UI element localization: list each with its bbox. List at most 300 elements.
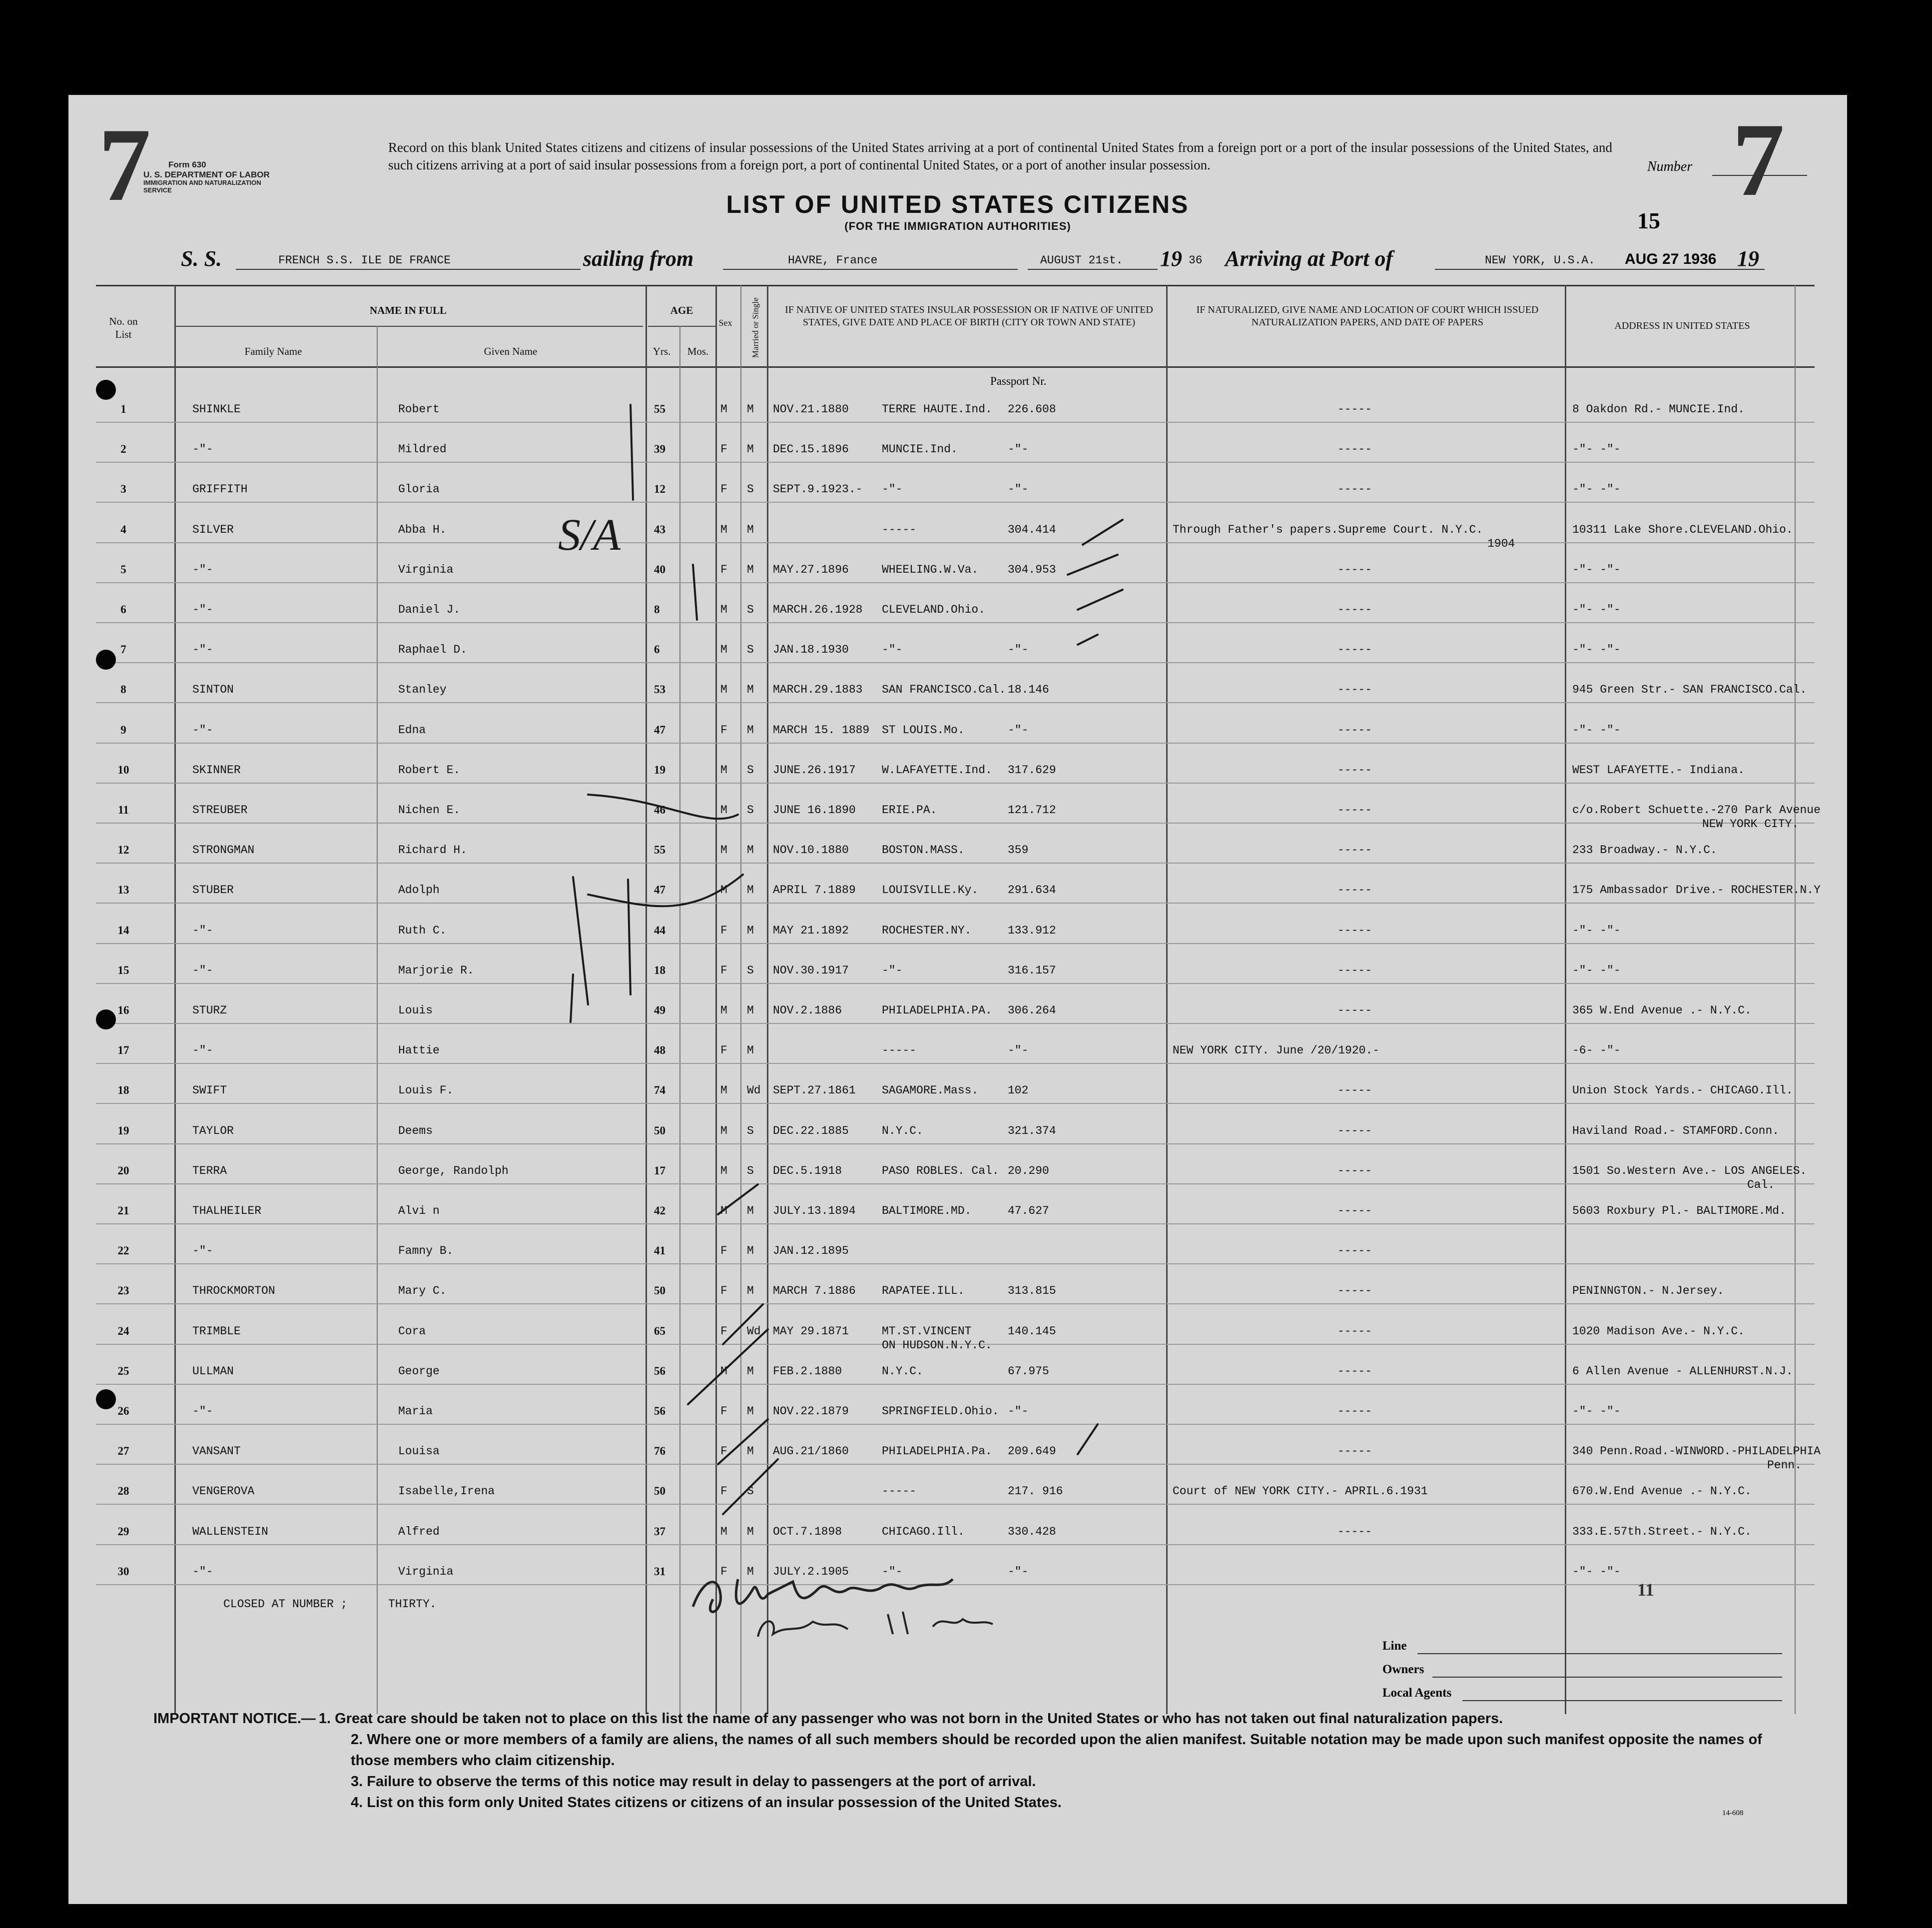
naturalization: ----- [1337, 884, 1372, 897]
sex: M [720, 603, 727, 616]
address-line-2: NEW YORK CITY. [1702, 818, 1799, 831]
address-line-1: 1020 Madison Ave.- N.Y.C. [1572, 1324, 1745, 1338]
family-name: -"- [192, 603, 213, 616]
marital-status: M [747, 884, 754, 897]
birth-date: FEB.2.1880 [773, 1364, 842, 1378]
form-number: Form 630 [168, 160, 206, 169]
family-name: STURZ [192, 1004, 227, 1017]
marital-status: M [747, 723, 754, 737]
family-name: THALHEILER [192, 1204, 262, 1217]
birth-place: CHICAGO.Ill. [882, 1525, 965, 1538]
naturalization: ----- [1337, 1244, 1372, 1258]
given-name: George [398, 1364, 440, 1378]
sex: M [720, 403, 727, 416]
sex: M [720, 763, 727, 777]
age-years: 6 [654, 643, 660, 656]
ss-label: S. S. [181, 246, 222, 271]
birth-date: MARCH.26.1928 [773, 603, 863, 616]
row-number: 4 [120, 523, 126, 536]
address-line-1: 333.E.57th.Street.- N.Y.C. [1572, 1525, 1752, 1538]
birth-place: ROCHESTER.NY. [882, 924, 972, 937]
line-label: Line [1382, 1639, 1407, 1653]
naturalization: ----- [1337, 1004, 1372, 1017]
address-line-1: Haviland Road.- STAMFORD.Conn. [1572, 1124, 1780, 1137]
age-years: 44 [654, 924, 665, 937]
given-name: Famny B. [398, 1244, 454, 1258]
naturalization: Through Father's papers.Supreme Court. N.Y.C. [1173, 523, 1483, 536]
age-years: 39 [654, 443, 665, 456]
page-subtitle: (FOR THE IMMIGRATION AUTHORITIES) [844, 220, 1071, 232]
naturalization-year: 1904 [1487, 537, 1515, 550]
family-name: SKINNER [192, 763, 241, 777]
sex: F [720, 924, 727, 937]
birth-place: ERIE.PA. [882, 804, 937, 817]
address-line-1: -"- -"- [1572, 924, 1621, 937]
address-line-1: 6 Allen Avenue - ALLENHURST.N.J. [1572, 1364, 1793, 1378]
birth-date: MARCH 15. 1889 [773, 723, 870, 737]
passport-number: 313.815 [1008, 1284, 1056, 1298]
row-number: 6 [120, 603, 126, 616]
row-number: 13 [117, 884, 129, 897]
row-number: 15 [117, 964, 129, 976]
year-prefix: 19 [1160, 246, 1182, 271]
row-number: 28 [117, 1485, 129, 1498]
notice-item-1: 1. Great care should be taken not to place on this list the name of any passenger who was not born in the United States or who has not taken out final naturalization papers. [318, 1711, 1503, 1727]
marital-status: M [747, 523, 754, 536]
birth-date: MARCH.29.1883 [773, 683, 863, 697]
birth-date: DEC.5.1918 [773, 1164, 842, 1177]
family-name: -"- [192, 1244, 213, 1258]
row-number: 24 [117, 1324, 129, 1337]
given-name: Raphael D. [398, 643, 468, 657]
naturalization: ----- [1337, 563, 1372, 576]
age-years: 43 [654, 523, 665, 536]
row-number: 23 [117, 1284, 129, 1297]
address-line-1: -"- -"- [1572, 483, 1621, 496]
sex: M [720, 1124, 727, 1137]
age-years: 55 [654, 403, 665, 415]
row-number: 7 [120, 643, 126, 656]
sex: F [720, 1044, 727, 1057]
given-name: Nichen E. [398, 804, 461, 817]
given-name: Hattie [398, 1044, 440, 1057]
marital-status: S [747, 483, 754, 496]
birth-place: BALTIMORE.MD. [882, 1204, 972, 1217]
marital-status: S [747, 1485, 754, 1498]
address-line-1: -"- -"- [1572, 723, 1621, 737]
row-number: 14 [117, 924, 129, 937]
passport-number: -"- [1008, 643, 1029, 657]
family-name: THROCKMORTON [192, 1284, 275, 1298]
naturalization: Court of NEW YORK CITY.- APRIL.6.1931 [1173, 1485, 1428, 1498]
given-name: Mary C. [398, 1284, 447, 1298]
given-name: Louisa [398, 1445, 440, 1458]
sex: M [720, 844, 727, 857]
passport-number: 18.146 [1008, 683, 1049, 697]
given-name: Gloria [398, 483, 440, 496]
family-name: WALLENSTEIN [192, 1525, 268, 1538]
given-name: Virginia [398, 563, 454, 576]
sex: F [720, 563, 727, 576]
naturalization: ----- [1337, 1364, 1372, 1378]
address-line-1: -"- -"- [1572, 643, 1621, 657]
naturalization: ----- [1337, 1445, 1372, 1458]
family-name: TAYLOR [192, 1124, 234, 1137]
address-line-1: 10311 Lake Shore.CLEVELAND.Ohio. [1572, 523, 1793, 536]
birth-place: LOUISVILLE.Ky. [882, 884, 979, 897]
sex: F [720, 1324, 727, 1338]
birth-place: ----- [882, 523, 917, 536]
row-number: 17 [117, 1044, 129, 1057]
age-years: 12 [654, 483, 665, 496]
birth-date: APRIL 7.1889 [773, 884, 856, 897]
header-birth: IF NATIVE OF UNITED STATES INSULAR POSSESSION OR IF NATIVE OF UNITED STATES, GIVE DATE AND PLACE OF BIRTH (CITY OR TOWN AND STATE) [785, 304, 1153, 328]
birth-date: NOV.10.1880 [773, 844, 849, 857]
marital-status: M [747, 1284, 754, 1298]
address-line-1: 670.W.End Avenue .- N.Y.C. [1572, 1485, 1752, 1498]
passport-number: -"- [1008, 483, 1029, 496]
naturalization: ----- [1337, 1204, 1372, 1217]
marital-status: M [747, 924, 754, 937]
birth-place: BOSTON.MASS. [882, 844, 965, 857]
sex: F [720, 723, 727, 737]
sex: M [720, 1084, 727, 1097]
naturalization: ----- [1337, 643, 1372, 657]
naturalization: ----- [1337, 403, 1372, 416]
birth-place: W.LAFAYETTE.Ind. [882, 763, 992, 777]
birth-date: JAN.12.1895 [773, 1244, 849, 1258]
birth-place: ----- [882, 1485, 917, 1498]
sailing-label: sailing from [583, 246, 694, 271]
naturalization: ----- [1337, 1324, 1372, 1338]
age-years: 47 [654, 884, 665, 897]
page-title: LIST OF UNITED STATES CITIZENS [726, 190, 1190, 218]
birth-date: OCT.7.1898 [773, 1525, 842, 1538]
address-line-1: c/o.Robert Schuette.-270 Park Avenue [1572, 804, 1821, 817]
birth-place: ----- [882, 1044, 917, 1057]
age-years: 56 [654, 1364, 665, 1377]
sailing-date: AUGUST 21st. [1040, 254, 1123, 267]
birth-place: PASO ROBLES. Cal. [882, 1164, 999, 1177]
age-years: 55 [654, 844, 665, 857]
age-years: 50 [654, 1284, 665, 1297]
passport-number: 330.428 [1008, 1525, 1056, 1538]
birth-place: -"- [882, 1565, 903, 1578]
given-name: Adolph [398, 884, 440, 897]
header-married: Married or Single [750, 297, 760, 358]
sex: M [720, 523, 727, 536]
sex: M [720, 1004, 727, 1017]
sex: M [720, 683, 727, 697]
birth-place: TERRE HAUTE.Ind. [882, 403, 992, 416]
family-name: -"- [192, 924, 213, 937]
marital-status: S [747, 1164, 754, 1177]
given-name: Daniel J. [398, 603, 461, 616]
row-number: 8 [120, 683, 126, 696]
age-years: 76 [654, 1445, 665, 1458]
address-line-1: -"- -"- [1572, 603, 1621, 616]
intro-text: Record on this blank United States citizens and citizens of insular possessions of the United States arriving at a port of continental United States from a foreign port or a port of the insular possessions of the United States, and such citizens arriving at a port of said insular possessions from a foreign port, a port of continental United States, or a port of another insular possession. [388, 140, 1612, 173]
punch-hole-2 [96, 650, 116, 670]
birth-place: -"- [882, 643, 903, 657]
age-years: 56 [654, 1405, 665, 1417]
birth-date: NOV.2.1886 [773, 1004, 842, 1017]
address-line-1: -"- -"- [1572, 1405, 1621, 1418]
family-name: -"- [192, 964, 213, 977]
naturalization: ----- [1337, 1284, 1372, 1298]
sex: F [720, 1445, 727, 1458]
row-number: 5 [120, 563, 126, 576]
naturalization: ----- [1337, 924, 1372, 937]
given-name: Virginia [398, 1565, 454, 1578]
naturalization: ----- [1337, 1124, 1372, 1137]
sex: F [720, 483, 727, 496]
family-name: VANSANT [192, 1445, 241, 1458]
passport-number: 291.634 [1008, 884, 1056, 897]
naturalization: ----- [1337, 964, 1372, 977]
address-line-1: 175 Ambassador Drive.- ROCHESTER.N.Y [1572, 884, 1821, 897]
sex: F [720, 1565, 727, 1578]
family-name: -"- [192, 443, 213, 456]
birth-place: RAPATEE.ILL. [882, 1284, 965, 1298]
header-name-in-full: NAME IN FULL [369, 304, 447, 316]
family-name: TRIMBLE [192, 1324, 241, 1338]
birth-date: MAY 29.1871 [773, 1324, 849, 1338]
birth-date: MAY.27.1896 [773, 563, 849, 576]
age-years: 46 [654, 804, 665, 816]
marital-status: M [747, 1364, 754, 1378]
marital-status: M [747, 1565, 754, 1578]
row-number: 2 [120, 443, 126, 456]
punch-hole-4 [96, 1389, 116, 1409]
closed-at-label: CLOSED AT NUMBER ; [223, 1598, 348, 1611]
address-line-1: -"- -"- [1572, 964, 1621, 977]
naturalization: ----- [1337, 1084, 1372, 1097]
naturalization: ----- [1337, 844, 1372, 857]
marital-status: M [747, 683, 754, 697]
row-number: 11 [118, 804, 129, 816]
printer-code: 14-608 [1722, 1809, 1744, 1817]
naturalization: ----- [1337, 603, 1372, 616]
given-name: Robert [398, 403, 440, 416]
family-name: -"- [192, 1565, 213, 1578]
passport-number: 20.290 [1008, 1164, 1049, 1177]
notice-item-2: 2. Where one or more members of a family are aliens, the names of all such members should be recorded upon the alien manifest. Suitable notation may be made upon such manifest opposite the names of those members who claim citizenship. [351, 1732, 1762, 1769]
naturalization: ----- [1337, 1405, 1372, 1418]
header-no: No. on List [109, 315, 138, 341]
age-years: 31 [654, 1565, 665, 1578]
birth-date: DEC.15.1896 [773, 443, 849, 456]
family-name: STRONGMAN [192, 844, 255, 857]
age-years: 53 [654, 683, 665, 696]
address-line-1: 945 Green Str.- SAN FRANCISCO.Cal. [1572, 683, 1807, 697]
given-name: Alvi n [398, 1204, 440, 1217]
row-number: 18 [117, 1084, 129, 1097]
age-years: 50 [654, 1124, 665, 1137]
marital-status: M [747, 443, 754, 456]
address-line-1: 1501 So.Western Ave.- LOS ANGELES. [1572, 1164, 1807, 1177]
given-name: Ruth C. [398, 924, 447, 937]
header-naturalized: IF NATURALIZED, GIVE NAME AND LOCATION OF COURT WHICH ISSUED NATURALIZATION PAPERS, AND DATE OF PAPERS [1196, 304, 1539, 328]
number-label: Number [1647, 159, 1693, 174]
row-number: 19 [117, 1124, 129, 1137]
list-number-left: 7 [98, 107, 151, 223]
closed-at-value: THIRTY. [388, 1598, 437, 1611]
row-number: 9 [120, 723, 126, 736]
marital-status: M [747, 1244, 754, 1258]
family-name: SINTON [192, 683, 234, 697]
family-name: VENGEROVA [192, 1485, 255, 1498]
sex: M [720, 884, 727, 897]
header-address: ADDRESS IN UNITED STATES [1614, 320, 1750, 331]
row-number: 25 [117, 1364, 129, 1377]
age-years: 17 [654, 1164, 665, 1177]
family-name: -"- [192, 643, 213, 657]
given-name: Abba H. [398, 523, 447, 536]
given-name: Louis F. [398, 1084, 454, 1097]
address-line-1: -"- -"- [1572, 443, 1621, 456]
header-given-name: Given Name [484, 345, 538, 357]
sex: F [720, 1405, 727, 1418]
given-name: Edna [398, 723, 426, 737]
passport-number: 317.629 [1008, 763, 1056, 777]
family-name: STREUBER [192, 804, 248, 817]
passport-label: Passport Nr. [990, 375, 1047, 387]
age-years: 42 [654, 1204, 665, 1217]
given-name: Richard H. [398, 844, 468, 857]
age-years: 65 [654, 1324, 665, 1337]
given-name: George, Randolph [398, 1164, 509, 1177]
naturalization: ----- [1337, 763, 1372, 777]
list-number-right: 7 [1732, 102, 1785, 218]
marital-status: S [747, 643, 754, 657]
given-name: Stanley [398, 683, 447, 697]
family-name: SHINKLE [192, 403, 241, 416]
marital-status: Wd [747, 1324, 761, 1338]
sex: F [720, 1244, 727, 1258]
row-number: 1 [120, 403, 126, 415]
given-name: Isabelle,Irena [398, 1485, 495, 1498]
given-name: Mildred [398, 443, 447, 456]
naturalization: ----- [1337, 443, 1372, 456]
year-prefix-2: 19 [1737, 246, 1759, 271]
address-line-1: 8 Oakdon Rd.- MUNCIE.Ind. [1572, 403, 1745, 416]
family-name: GRIFFITH [192, 483, 248, 496]
marital-status: S [747, 1124, 754, 1137]
marital-status: Wd [747, 1084, 761, 1097]
row-number: 3 [120, 483, 126, 496]
age-years: 47 [654, 723, 665, 736]
punch-hole-3 [96, 1009, 116, 1029]
passport-number: 121.712 [1008, 804, 1056, 817]
passport-number: 304.953 [1008, 563, 1056, 576]
address-line-1: -6- -"- [1572, 1044, 1621, 1057]
row-number: 21 [117, 1204, 129, 1217]
handwritten-note-sa: S/A [558, 510, 621, 560]
row-number: 16 [117, 1004, 129, 1016]
address-line-2: Penn. [1767, 1459, 1802, 1472]
marital-status: M [747, 844, 754, 857]
birth-date: NOV.22.1879 [773, 1405, 849, 1418]
passport-number: 47.627 [1008, 1204, 1049, 1217]
given-name: Alfred [398, 1525, 440, 1538]
marital-status: M [747, 1445, 754, 1458]
row-number: 27 [117, 1445, 129, 1458]
naturalization: NEW YORK CITY. June /20/1920.- [1173, 1044, 1380, 1057]
address-line-1: PENINNGTON.- N.Jersey. [1572, 1284, 1724, 1298]
arriving-label: Arriving at Port of [1225, 246, 1393, 271]
header-age: AGE [670, 304, 693, 316]
age-years: 41 [654, 1244, 665, 1257]
marital-status: M [747, 563, 754, 576]
address-line-1: 5603 Roxbury Pl.- BALTIMORE.Md. [1572, 1204, 1786, 1217]
agents-label: Local Agents [1382, 1686, 1452, 1700]
birth-place: -"- [882, 964, 903, 977]
sex: F [720, 1485, 727, 1498]
birth-place: ST LOUIS.Mo. [882, 723, 965, 737]
address-line-1: 233 Broadway.- N.Y.C. [1572, 844, 1717, 857]
marital-status: M [747, 1525, 754, 1538]
family-name: -"- [192, 1405, 213, 1418]
birth-date: DEC.22.1885 [773, 1124, 849, 1137]
family-name: -"- [192, 723, 213, 737]
birth-date: SEPT.9.1923.- [773, 483, 863, 496]
birth-place: N.Y.C. [882, 1124, 923, 1137]
given-name: Cora [398, 1324, 426, 1338]
birth-place-line-2: ON HUDSON.N.Y.C. [882, 1338, 992, 1352]
passport-number: 321.374 [1008, 1124, 1056, 1137]
address-line-1: -"- -"- [1572, 1565, 1621, 1578]
age-years: 19 [654, 763, 665, 776]
age-years: 18 [654, 964, 665, 976]
passport-number: 67.975 [1008, 1364, 1049, 1378]
address-line-1: 340 Penn.Road.-WINWORD.-PHILADELPHIA [1572, 1445, 1821, 1458]
marital-status: M [747, 1405, 754, 1418]
address-line-1: WEST LAFAYETTE.- Indiana. [1572, 763, 1745, 777]
naturalization: ----- [1337, 483, 1372, 496]
birth-date: AUG.21/1860 [773, 1445, 849, 1458]
given-name: Robert E. [398, 763, 461, 777]
marital-status: S [747, 763, 754, 777]
passport-number: 133.912 [1008, 924, 1056, 937]
birth-place: MUNCIE.Ind. [882, 443, 958, 456]
birth-place: -"- [882, 483, 903, 496]
header-family-name: Family Name [244, 345, 302, 357]
family-name: -"- [192, 1044, 213, 1057]
birth-place: SPRINGFIELD.Ohio. [882, 1405, 999, 1418]
passport-number: 359 [1008, 844, 1029, 857]
address-line-1: Union Stock Yards.- CHICAGO.Ill. [1572, 1084, 1793, 1097]
passport-number: -"- [1008, 723, 1029, 737]
department: U. S. DEPARTMENT OF LABOR [143, 169, 270, 179]
sex: F [720, 443, 727, 456]
row-number: 20 [117, 1164, 129, 1177]
count-mark: 11 [1637, 1580, 1655, 1600]
given-name: Maria [398, 1405, 433, 1418]
row-number: 26 [117, 1405, 129, 1417]
birth-date: JUNE 16.1890 [773, 804, 856, 817]
passport-number: 217. 916 [1008, 1485, 1063, 1498]
family-name: SWIFT [192, 1084, 227, 1097]
row-number: 10 [117, 763, 129, 776]
sheet-number: 15 [1637, 208, 1660, 233]
passport-number: 306.264 [1008, 1004, 1056, 1017]
age-years: 49 [654, 1004, 665, 1016]
birth-place: SAGAMORE.Mass. [882, 1084, 979, 1097]
birth-date: JULY.2.1905 [773, 1565, 849, 1578]
birth-date: MAY 21.1892 [773, 924, 849, 937]
header-sex: Sex [718, 318, 732, 328]
